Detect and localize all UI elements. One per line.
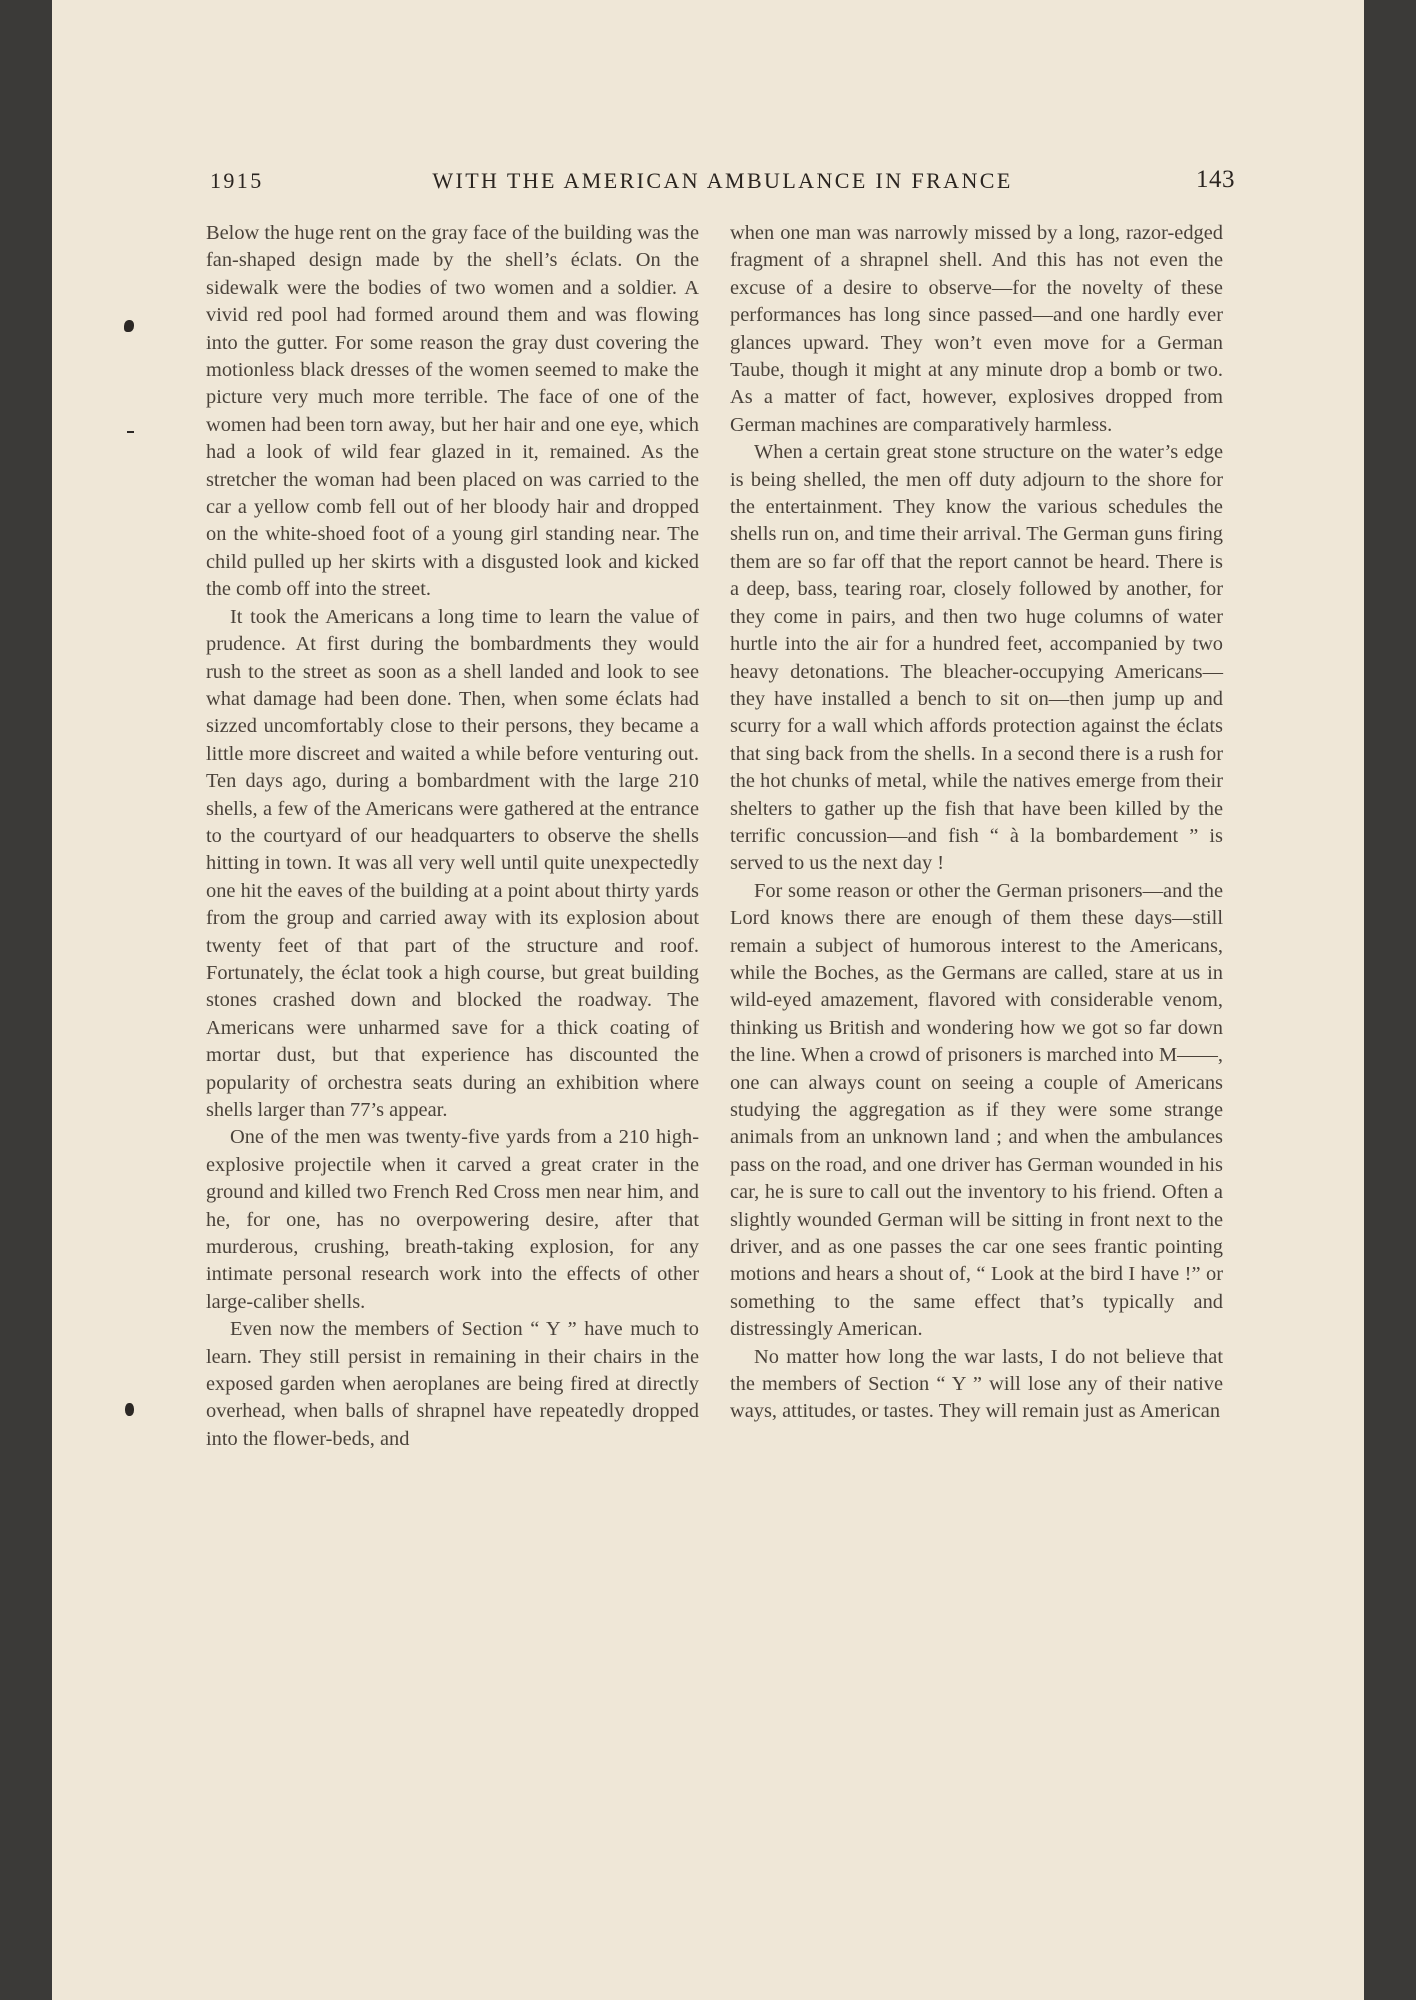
left-text-column	[206, 220, 699, 1780]
paragraph: One of the men was twenty-five yards from a 210 high-explosive projectile when it carved a great crater in the ground and killed two French Red Cross men near him, and he, for one, has no overpowering desire, after that murderous, crushing, breath-taking explosion, for any intimate personal research work into the effects of other large-caliber shells.	[206, 1126, 699, 1313]
margin-ink-mark	[127, 431, 134, 433]
paragraph: For some reason or other the German prisoners—and the Lord knows there are enough of them these days—still remain a subject of humorous interest to the Americans, while the Boches, as the Germans are called, stare at us in wild-eyed amazement, flavored with considerable venom, thinking us British and wondering how we got so far down the line. When a crowd of prisoners is marched into M——, one can always count on seeing a couple of Americans studying the aggregation as if they were some strange animals from an unknown land ; and when the ambulances pass on the road, and one driver has German wounded in his car, he is sure to call out the inventory to his friend. Often a slightly wounded German will be sitting in front next to the driver, and as one passes the car one sees frantic pointing motions and hears a shout of, “ Look at the bird I have !” or something to the same effect that’s typically and distressingly American.	[730, 879, 1223, 1341]
right-text-column	[730, 220, 1223, 1780]
paragraph: Even now the members of Section “ Y ” have much to learn. They still persist in remaining in their chairs in the exposed garden when aeroplanes are being fired at directly overhead, when balls of shrapnel have repeatedly dropped into the flower-beds, and	[206, 1318, 699, 1450]
paragraph: No matter how long the war lasts, I do not believe that the members of Section “ Y ” will lose any of their native ways, attitudes, or tastes. They will remain just as American	[730, 1345, 1223, 1423]
page-number: 143	[1196, 166, 1235, 193]
paragraph: Below the huge rent on the gray face of the building was the fan-shaped design made by the shell’s éclats. On the sidewalk were the bodies of two women and a soldier. A vivid red pool had formed around them and was flowing into the gutter. For some reason the gray dust covering the motionless black dresses of the women seemed to make the picture very much more terrible. The face of one of the women had been torn away, but her hair and one eye, which had a look of wild fear glazed in it, remained. As the stretcher the woman had been placed on was carried to the car a yellow comb fell out of her bloody hair and dropped on the white-shoed foot of a young girl standing near. The child pulled up her skirts with a disgusted look and kicked the comb off into the street.	[206, 222, 699, 601]
paragraph: It took the Americans a long time to learn the value of prudence. At first during the bombardments they would rush to the street as soon as a shell landed and look to see what damage had been done. Then, when some éclats had sizzed uncomfortably close to their persons, they became a little more discreet and waited a while before venturing out. Ten days ago, during a bombardment with the large 210 shells, a few of the Americans were gathered at the entrance to the courtyard of our headquarters to observe the shells hitting in town. It was all very well until quite unexpectedly one hit the eaves of the building at a point about thirty yards from the group and carried away with its explosion about twenty feet of that part of the structure and roof. Fortunately, the éclat took a high course, but great building stones crashed down and blocked the roadway. The Americans were unharmed save for a thick coating of mortar dust, but that experience has discounted the popularity of orchestra seats during an exhibition where shells larger than 77’s appear.	[206, 605, 699, 1121]
header-title: WITH THE AMERICAN AMBULANCE IN FRANCE	[432, 168, 1013, 193]
paragraph: when one man was narrowly missed by a long, razor-edged fragment of a shrapnel shell. And this has not even the excuse of a desire to observe—for the novelty of these performances has long since passed—and one hardly ever glances upward. They won’t even move for a German Taube, though it might at any minute drop a bomb or two. As a matter of fact, however, explosives dropped from German machines are comparatively harmless.	[730, 222, 1223, 436]
running-header	[210, 168, 1235, 200]
margin-ink-mark	[124, 320, 134, 332]
paragraph: When a certain great stone structure on the water’s edge is being shelled, the men off duty adjourn to the shore for the entertainment. They know the various schedules the shells run on, and time their arrival. The German guns firing them are so far off that the report cannot be heard. There is a deep, bass, tearing roar, closely followed by another, for they come in pairs, and then two huge columns of water hurtle into the air for a hundred feet, accompanied by two heavy detonations. The bleacher-occupying Americans—they have installed a bench to sit on—then jump up and scurry for a wall which affords protection against the éclats that sing back from the shells. In a second there is a rush for the hot chunks of metal, while the natives emerge from their shelters to gather up the fish that have been killed by the terrific concussion—and fish “ à la bombardement ” is served to us the next day !	[730, 441, 1223, 875]
header-year: 1915	[210, 168, 264, 193]
margin-ink-mark	[125, 1403, 134, 1416]
